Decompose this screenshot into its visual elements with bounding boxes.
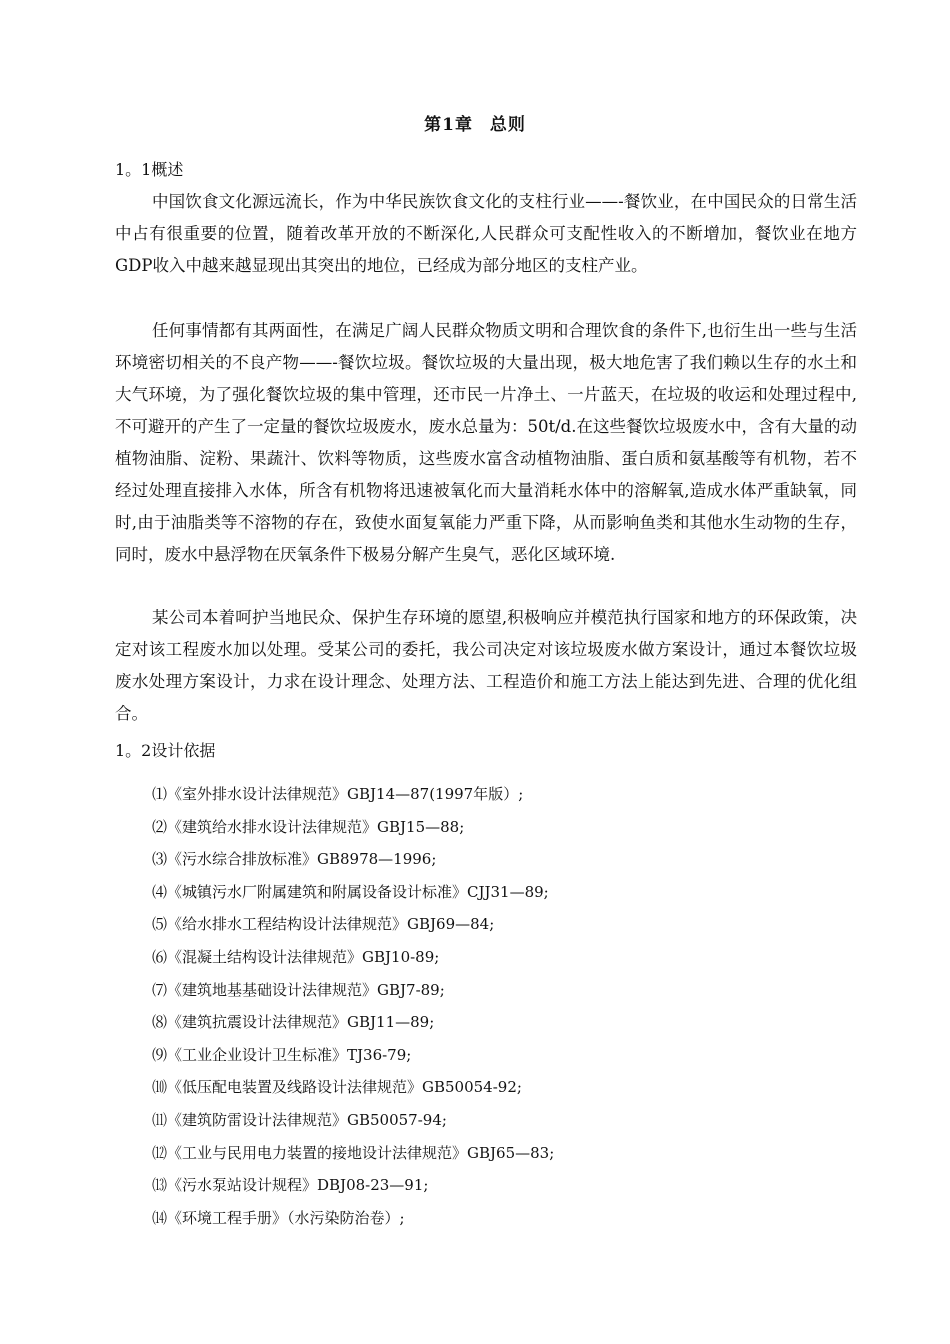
reference-item: ⑵《建筑给水排水设计法律规范》GBJ15—88; [152, 817, 465, 836]
overview-paragraph-1: 中国饮食文化源远流长，作为中华民族饮食文化的支柱行业——-餐饮业，在中国民众的日常生活中占有很重要的位置，随着改革开放的不断深化,人民群众可支配性收入的不断增加，餐饮业在地方GDP收入中越来越显现出其突出的地位，已经成为部分地区的支柱产业。 [115, 192, 857, 275]
reference-item: ⒀《污水泵站设计规程》DBJ08-23—91; [152, 1176, 429, 1195]
reference-item: ⑽《低压配电装置及线路设计法律规范》GB50054-92; [152, 1078, 522, 1097]
reference-item: ⑿《工业与民用电力装置的接地设计法律规范》GBJ65—83; [152, 1143, 555, 1162]
section-heading-overview: 1。1概述 [115, 160, 184, 179]
reference-item: ⑼《工业企业设计卫生标准》TJ36-79; [152, 1045, 412, 1064]
reference-list [152, 778, 554, 1234]
overview-paragraph-3: 某公司本着呵护当地民众、保护生存环境的愿望,积极响应并模范执行国家和地方的环保政策，决定对该工程废水加以处理。受某公司的委托，我公司决定对该垃圾废水做方案设计，通过本餐饮垃圾废水处理方案设计，力求在设计理念、处理方法、工程造价和施工方法上能达到先进、合理的优化组合。 [115, 608, 857, 723]
chapter-title: 第1章 总则 [424, 115, 526, 135]
reference-item: ⑹《混凝土结构设计法律规范》GBJ10-89; [152, 947, 440, 966]
reference-item: ⑾《建筑防雷设计法律规范》GB50057-94; [152, 1110, 447, 1129]
reference-item: ⑷《城镇污水厂附属建筑和附属设备设计标准》CJJ31—89; [152, 882, 549, 901]
reference-item: ⑴《室外排水设计法律规范》GBJ14—87(1997年版）; [152, 785, 524, 803]
reference-item: ⑻《建筑抗震设计法律规范》GBJ11—89; [152, 1013, 435, 1032]
overview-paragraph-2: 任何事情都有其两面性，在满足广阔人民群众物质文明和合理饮食的条件下,也衍生出一些与生活环境密切相关的不良产物——-餐饮垃圾。餐饮垃圾的大量出现，极大地危害了我们赖以生存的水土和大气环境，为了强化餐饮垃圾的集中管理，还市民一片净土、一片蓝天，在垃圾的收运和处理过程中,不可避开的产生了一定量的餐饮垃圾废水，废水总量为：50t/d.在这些餐饮垃圾废水中，含有大量的动植物油脂、淀粉、果蔬汁、饮料等物质，这些废水富含动植物油脂、蛋白质和氨基酸等有机物，若不经过处理直接排入水体，所含有机物将迅速被氧化而大量消耗水体中的溶解氧,造成水体严重缺氧，同时,由于油脂类等不溶物的存在，致使水面复氧能力严重下降，从而影响鱼类和其他水生动物的生存，同时，废水中悬浮物在厌氧条件下极易分解产生臭气，恶化区域环境. [115, 321, 857, 564]
section-heading-design-basis: 1。2设计依据 [115, 741, 216, 760]
reference-item: ⑶《污水综合排放标准》GB8978—1996; [152, 850, 437, 869]
reference-item: ⒁《环境工程手册》（水污染防治卷）; [152, 1208, 405, 1227]
reference-item: ⑺《建筑地基基础设计法律规范》GBJ7-89; [152, 980, 445, 999]
reference-item: ⑸《给水排水工程结构设计法律规范》GBJ69—84; [152, 915, 495, 934]
